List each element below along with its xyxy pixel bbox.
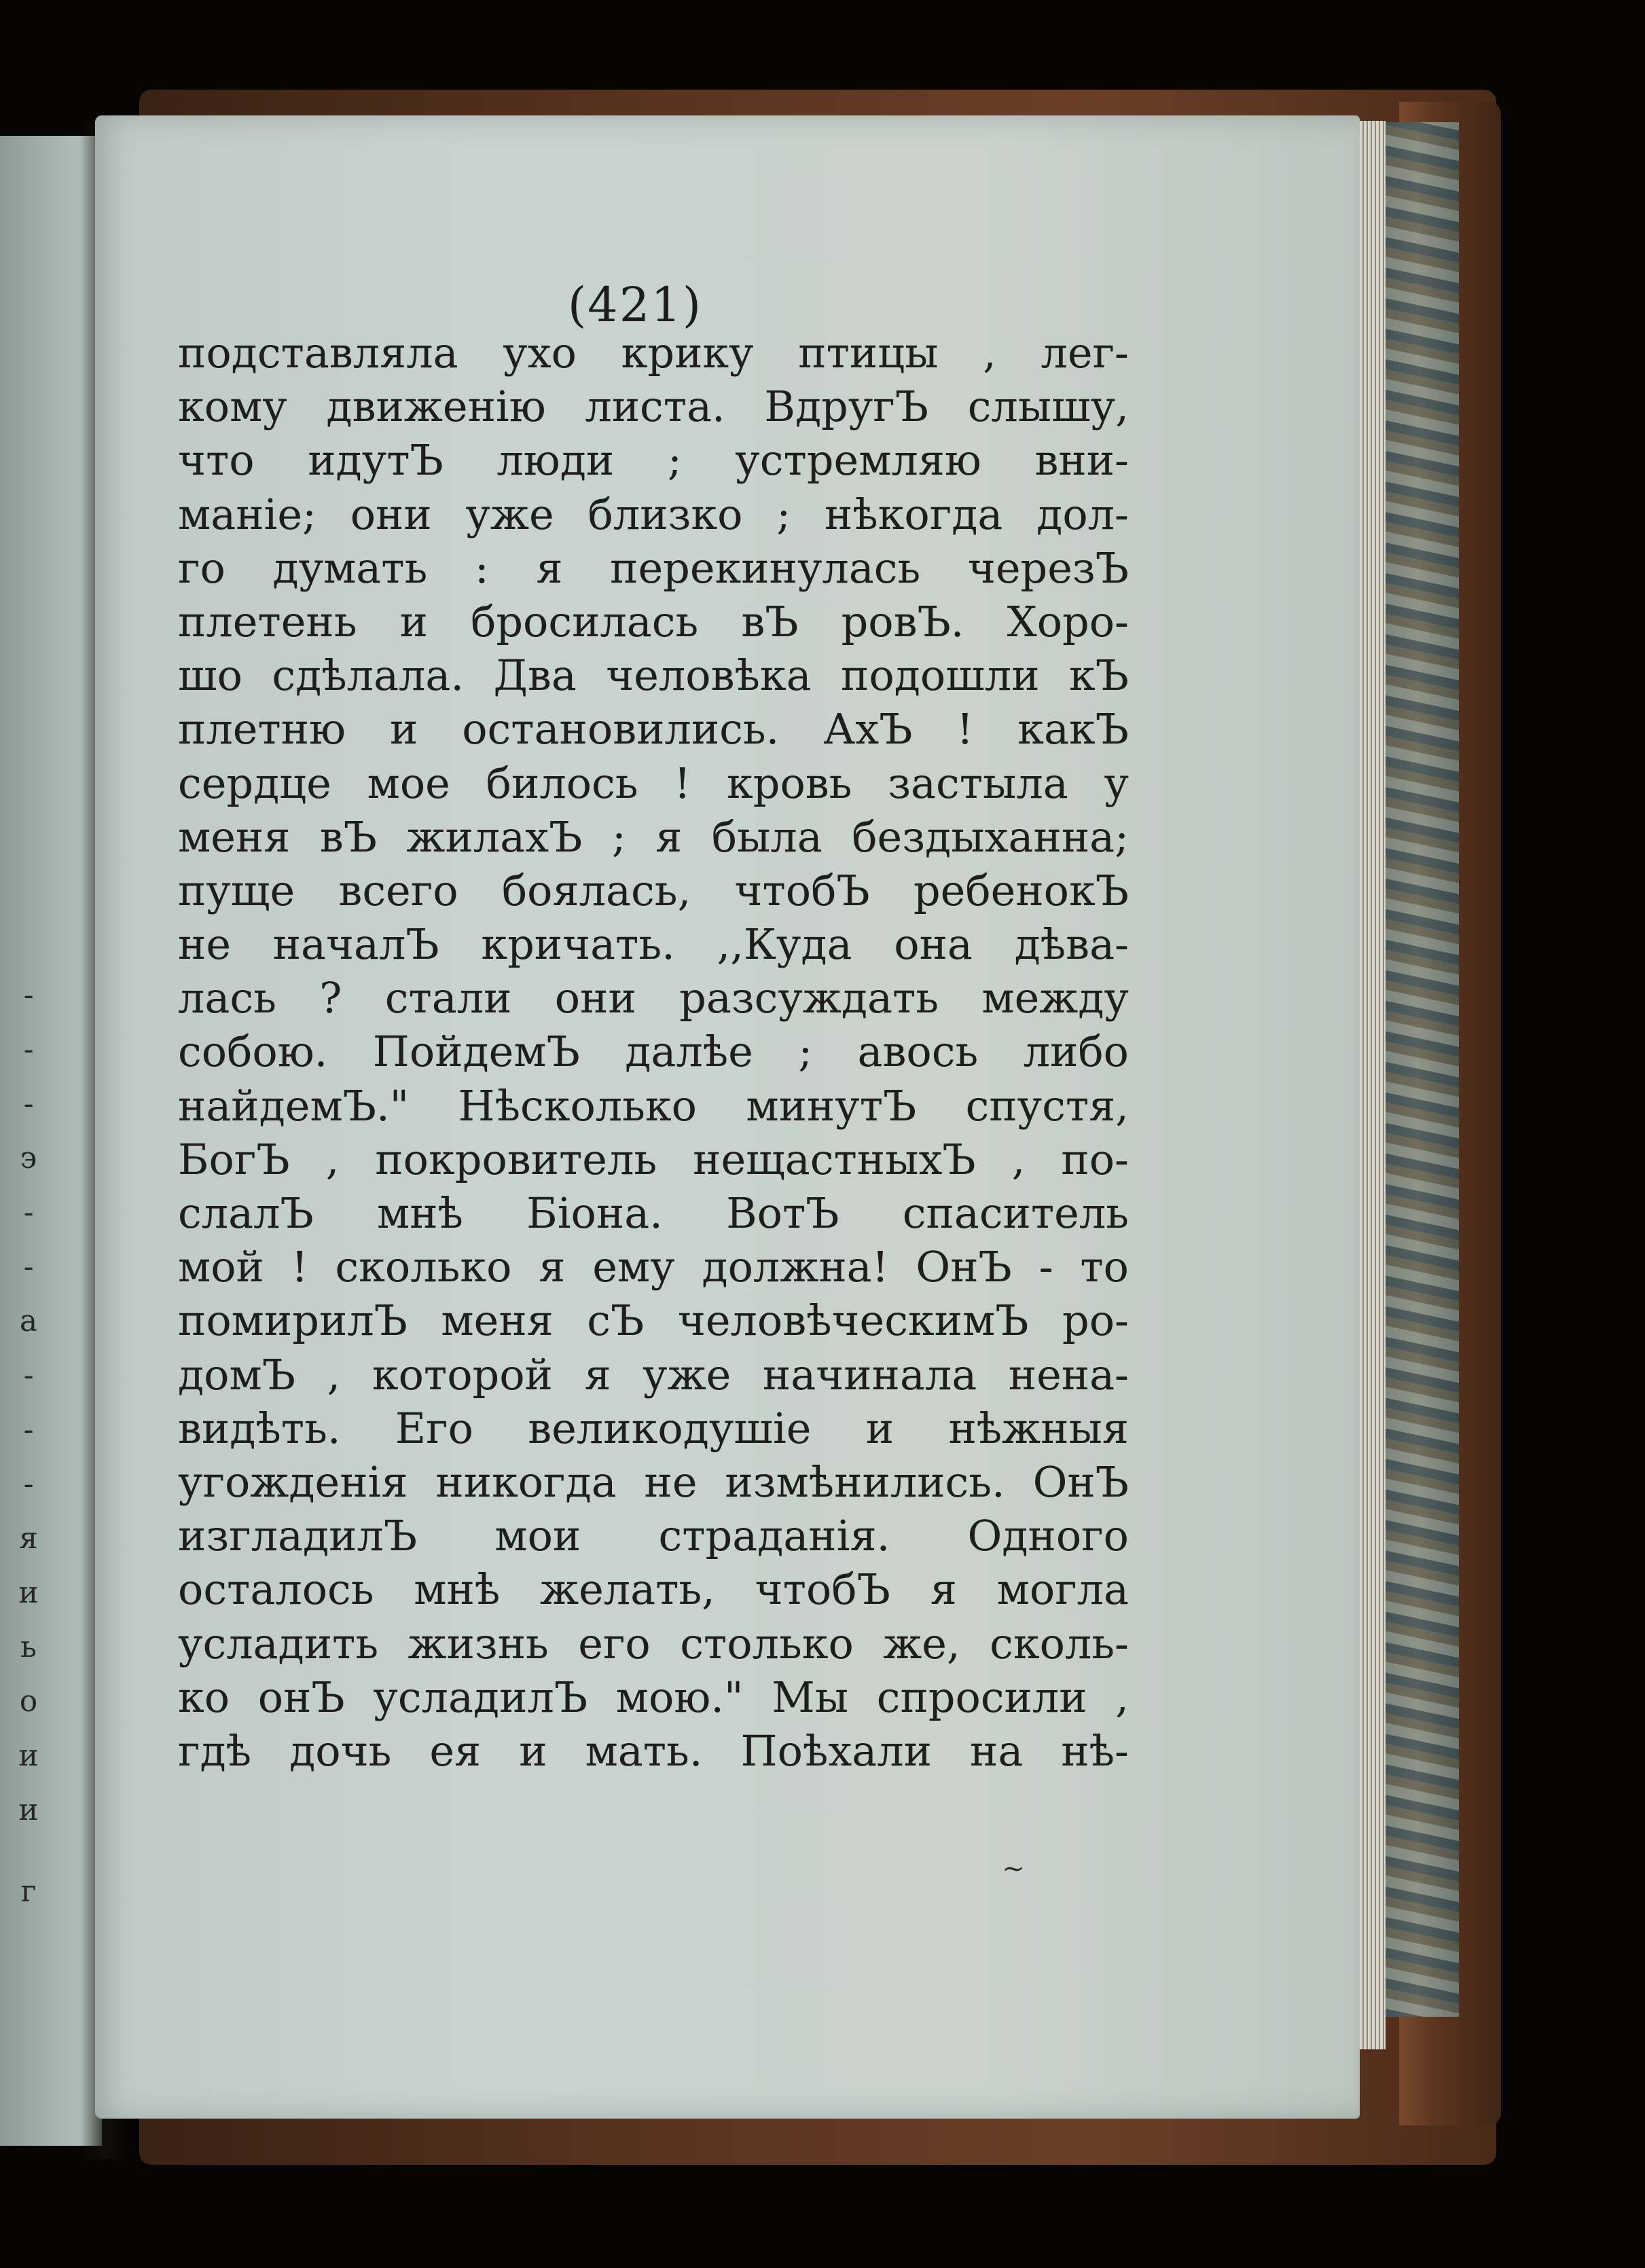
facing-page-margin-letters	[15, 0, 42, 2268]
text-line: не началЪ кричать. ,,Куда она дѣва-	[178, 919, 1129, 970]
footer-mark: ~	[1002, 1853, 1025, 1884]
text-line: домЪ , которой я уже начинала нена-	[178, 1349, 1129, 1400]
text-line: найдемЪ." Нѣсколько минутЪ спустя,	[178, 1080, 1129, 1131]
text-line: видѣть. Его великодушіе и нѣжныя	[178, 1403, 1129, 1453]
facing-page-letter: ь	[20, 1630, 37, 1664]
facing-page-letter: -	[23, 1249, 34, 1284]
page-text	[178, 326, 1129, 1778]
text-line: кому движенію листа. ВдругЪ слышу,	[178, 382, 1129, 432]
text-line: пуще всего боялась, чтобЪ ребенокЪ	[178, 865, 1129, 915]
facing-page-letter: -	[23, 1358, 34, 1393]
facing-page-letter: -	[23, 1195, 34, 1230]
text-line: лась ? стали они разсуждать между	[178, 973, 1129, 1023]
facing-page-letter: -	[23, 1467, 34, 1501]
facing-page-letter: -	[23, 1032, 34, 1067]
text-line: шо сдѣлала. Два человѣка подошли кЪ	[178, 651, 1129, 701]
facing-page-letter: -	[23, 978, 34, 1012]
marbled-edge	[1377, 122, 1459, 2017]
text-line: слалЪ мнѣ Біона. ВотЪ спаситель	[178, 1188, 1129, 1238]
text-line: меня вЪ жилахЪ ; я была бездыханна;	[178, 811, 1129, 862]
facing-page-letter: о	[19, 1684, 38, 1719]
text-line: го думать : я перекинулась черезЪ	[178, 543, 1129, 593]
facing-page-letter: -	[23, 1086, 34, 1121]
text-line: плетню и остановились. АхЪ ! какЪ	[178, 704, 1129, 754]
text-line: изгладилЪ мои страданія. Одного	[178, 1511, 1129, 1561]
text-line: гдѣ дочь ея и мать. Поѣхали на нѣ-	[178, 1725, 1129, 1776]
text-line: угожденія никогда не измѣнились. ОнЪ	[178, 1457, 1129, 1507]
facing-page-letter: я	[19, 1521, 38, 1556]
facing-page-letter: а	[19, 1304, 38, 1338]
text-line: усладить жизнь его столько же, сколь-	[178, 1618, 1129, 1668]
text-line: маніе; они уже близко ; нѣкогда дол-	[178, 489, 1129, 539]
facing-page-letter: и	[18, 1793, 39, 1827]
text-line: мой ! сколько я ему должна! ОнЪ - то	[178, 1242, 1129, 1292]
facing-page-letter: и	[18, 1738, 39, 1773]
text-line: собою. ПойдемЪ далѣе ; авось либо	[178, 1027, 1129, 1077]
text-line: подставляла ухо крику птицы , лег-	[178, 328, 1129, 378]
facing-page-letter: и	[18, 1575, 39, 1610]
text-line: помирилЪ меня сЪ человѣческимЪ ро-	[178, 1296, 1129, 1346]
text-line: БогЪ , покровитель нещастныхЪ , по-	[178, 1134, 1129, 1184]
facing-page-letter: э	[20, 1141, 37, 1175]
text-line: сердце мое билось ! кровь застыла у	[178, 758, 1129, 808]
facing-page-letter: -	[23, 1412, 34, 1447]
facing-page-letter: г	[20, 1874, 37, 1909]
text-line: что идутЪ люди ; устремляю вни-	[178, 435, 1129, 486]
text-line: плетень и бросилась вЪ ровЪ. Хоро-	[178, 596, 1129, 646]
page-number: (421)	[567, 277, 703, 333]
text-line: осталось мнѣ желать, чтобЪ я могла	[178, 1565, 1129, 1615]
text-line: ко онЪ усладилЪ мою." Мы спросили ,	[178, 1672, 1129, 1722]
